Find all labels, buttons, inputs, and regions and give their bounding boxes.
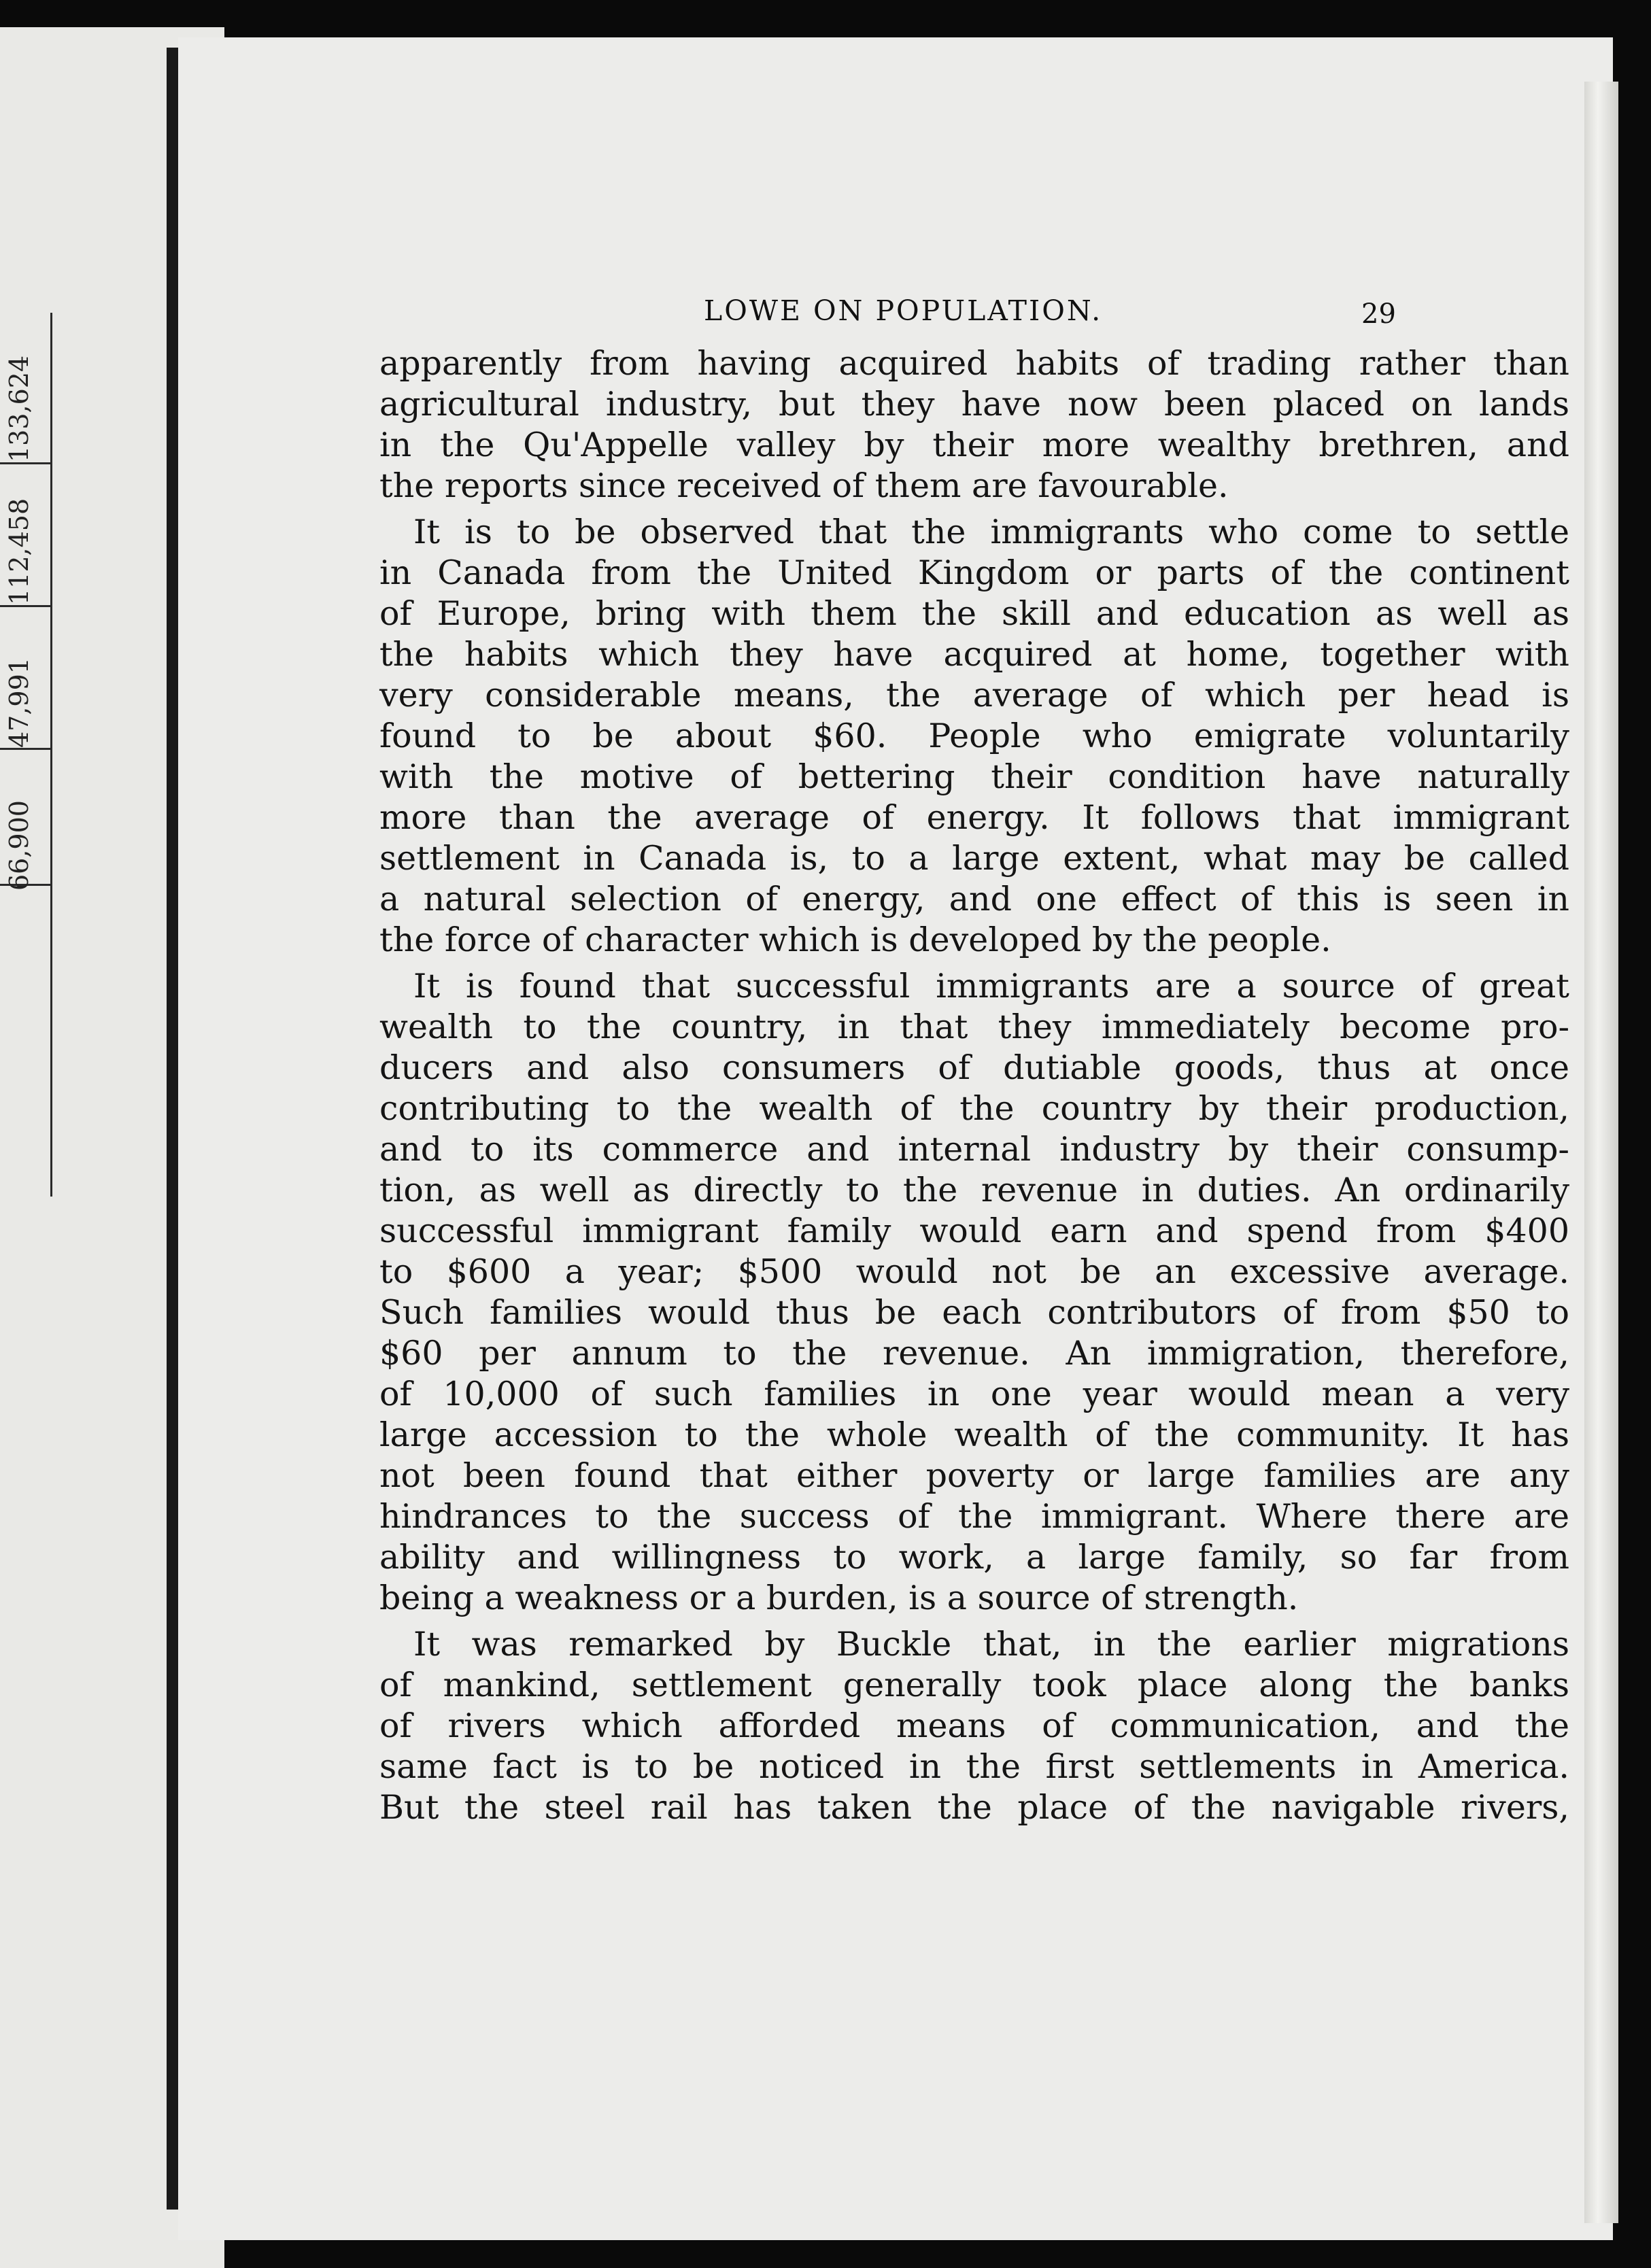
table-number: 133,624: [4, 355, 34, 462]
text-line: more than the average of energy. It follows that immigrant: [379, 798, 1569, 837]
text-line: not been found that either poverty or large families are any: [379, 1456, 1569, 1495]
text-line: being a weakness or a burden, is a source of strength.: [379, 1579, 1299, 1617]
text-line: the force of character which is developed by the people.: [379, 921, 1331, 959]
text-line: the reports since received of them are favourable.: [379, 466, 1229, 505]
text-line: It is found that successful immigrants are a source of great: [413, 967, 1569, 1006]
table-number: 112,458: [4, 498, 34, 605]
text-line: in the Qu'Appelle valley by their more wealthy brethren, and: [379, 426, 1569, 464]
paragraph: [379, 343, 1569, 506]
text-line: tion, as well as directly to the revenue in duties. An ordinarily: [379, 1171, 1569, 1209]
text-line: hindrances to the success of the immigrant. Where there are: [379, 1497, 1569, 1536]
text-line: Such families would thus be each contributors of from $50 to: [379, 1293, 1569, 1332]
text-line: in Canada from the United Kingdom or parts of the continent: [379, 553, 1569, 592]
text-line: ducers and also consumers of dutiable goods, thus at once: [379, 1048, 1569, 1087]
text-line: successful immigrant family would earn and spend from $400: [379, 1212, 1569, 1250]
paragraph: [379, 1624, 1569, 1828]
text-line: found to be about $60. People who emigrate voluntarily: [379, 717, 1569, 755]
page-number: 29: [1361, 298, 1396, 330]
table-number: 66,900: [4, 800, 34, 891]
text-line: of 10,000 of such families in one year would mean a very: [379, 1375, 1569, 1413]
text-line: to $600 a year; $500 would not be an excessive average.: [379, 1252, 1569, 1291]
text-line: large accession to the whole wealth of the community. It has: [379, 1415, 1569, 1454]
text-line: It was remarked by Buckle that, in the earlier migrations: [413, 1625, 1569, 1664]
text-line: very considerable means, the average of which per head is: [379, 676, 1569, 715]
body-text: [379, 343, 1569, 2043]
facing-page-numbers: [4, 333, 52, 945]
text-line: the habits which they have acquired at home, together with: [379, 635, 1569, 674]
running-head: [178, 294, 1613, 335]
text-line: apparently from having acquired habits of trading rather than: [379, 344, 1569, 383]
text-line: contributing to the wealth of the country by their production,: [379, 1089, 1569, 1128]
text-line: of Europe, bring with them the skill and education as well as: [379, 594, 1569, 633]
text-line: a natural selection of energy, and one effect of this is seen in: [379, 880, 1569, 918]
text-line: $60 per annum to the revenue. An immigration, therefore,: [379, 1334, 1569, 1373]
text-line: wealth to the country, in that they immediately become pro-: [379, 1008, 1569, 1046]
text-line: ability and willingness to work, a large family, so far from: [379, 1538, 1569, 1577]
text-line: of mankind, settlement generally took place along the banks: [379, 1666, 1569, 1704]
page-edge: [1584, 82, 1618, 2223]
text-line: with the motive of bettering their condition have naturally: [379, 757, 1569, 796]
text-line: agricultural industry, but they have now been placed on lands: [379, 385, 1569, 424]
table-number: 47,991: [4, 657, 34, 748]
text-line: and to its commerce and internal industry by their consump-: [379, 1130, 1569, 1169]
book-page: [178, 37, 1613, 2240]
text-line: But the steel rail has taken the place of the navigable rivers,: [379, 1788, 1569, 1827]
paragraph: [379, 512, 1569, 961]
paragraph: [379, 966, 1569, 1619]
text-line: settlement in Canada is, to a large extent, what may be called: [379, 839, 1569, 878]
text-line: It is to be observed that the immigrants who come to settle: [413, 513, 1569, 551]
running-title: LOWE ON POPULATION.: [704, 294, 1103, 327]
text-line: same fact is to be noticed in the first settlements in America.: [379, 1747, 1569, 1786]
text-line: of rivers which afforded means of communication, and the: [379, 1706, 1569, 1745]
